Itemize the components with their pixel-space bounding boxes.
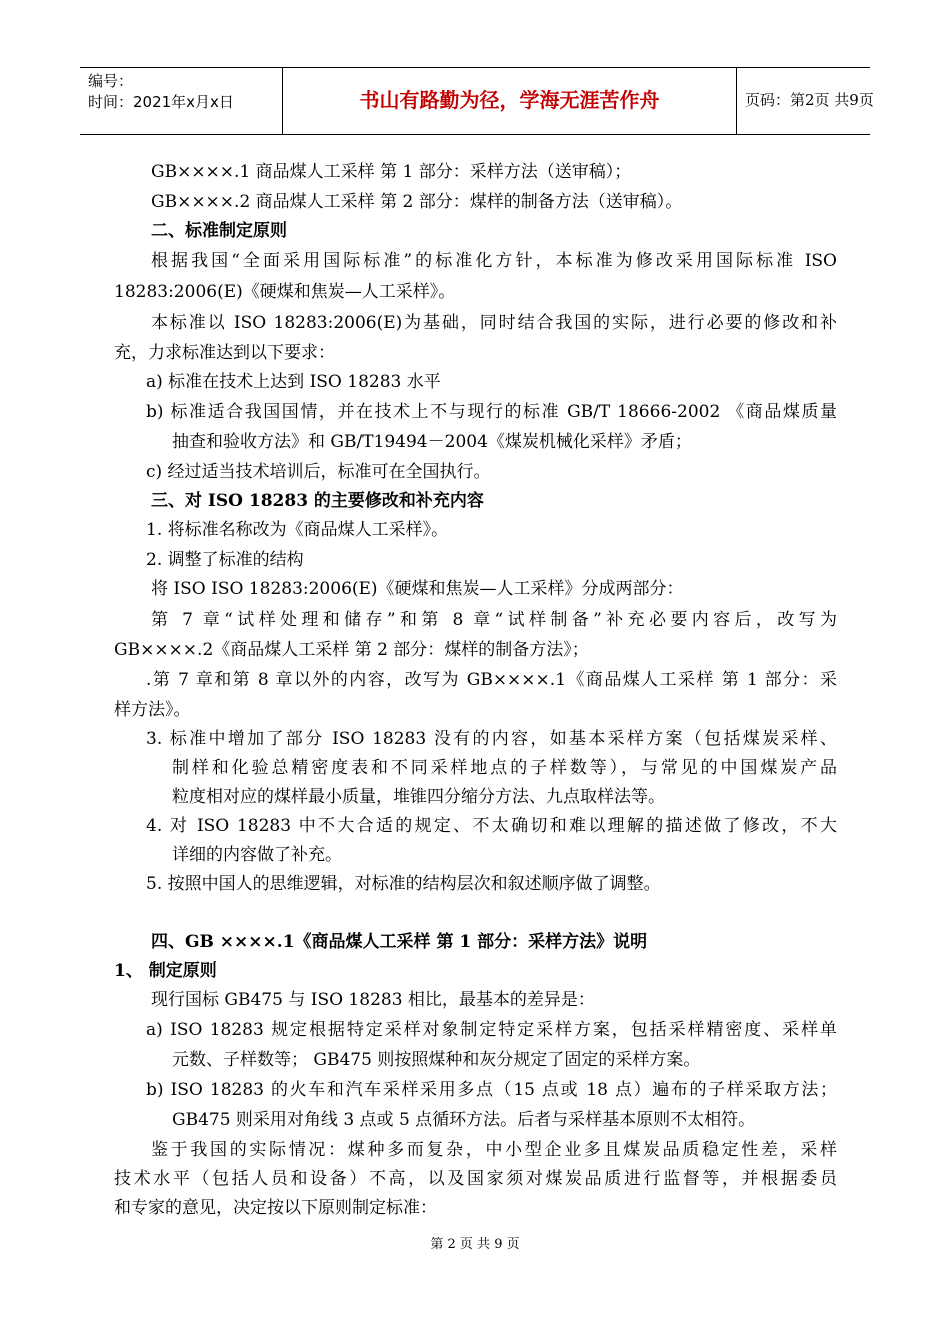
list-item-continuation: GB475 则采用对角线 3 点或 5 点循环方法。后者与采样基本原则不太相符。 <box>172 1110 756 1130</box>
list-item-continuation: 详细的内容做了补充。 <box>172 845 342 865</box>
paragraph-line: 充，力求标准达到以下要求： <box>114 343 335 363</box>
paragraph-line: .第 7 章和第 8 章以外的内容，改写为 GB××××.1《商品煤人工采样 第 1 部分：采 <box>146 670 837 690</box>
list-item: 1. 将标准名称改为《商品煤人工采样》。 <box>146 520 449 540</box>
section-heading: 三、对 ISO 18283 的主要修改和补充内容 <box>151 491 484 511</box>
list-item-continuation: 元数、子样数等； GB475 则按照煤种和灰分规定了固定的采样方案。 <box>172 1050 701 1070</box>
section-heading: 二、标准制定原则 <box>151 221 287 241</box>
paragraph-line: 将 ISO ISO 18283:2006(E)《硬煤和焦炭—人工采样》分成两部分： <box>151 579 684 599</box>
header-page-number: 页码：第2页 共9页 <box>745 91 874 109</box>
list-item: 4. 对 ISO 18283 中不大合适的规定、不太确切和难以理解的描述做了修改，不大 <box>146 816 837 836</box>
paragraph-line: GB××××.2 商品煤人工采样 第 2 部分：煤样的制备方法（送审稿）。 <box>151 192 683 212</box>
subsection-heading: 1、 制定原则 <box>114 961 217 981</box>
paragraph-line: 样方法》。 <box>114 700 191 720</box>
paragraph-line: GB××××.2《商品煤人工采样 第 2 部分：煤样的制备方法》； <box>114 640 589 660</box>
header-meta <box>80 68 283 134</box>
paragraph-line: 根据我国“全面采用国际标准”的标准化方针，本标准为修改采用国际标准 ISO <box>151 251 837 271</box>
paragraph-line: 第 7 章“试样处理和储存”和第 8 章“试样制备”补充必要内容后，改写为 <box>151 610 837 630</box>
list-item: c) 经过适当技术培训后，标准可在全国执行。 <box>146 462 491 482</box>
list-item: 2. 调整了标准的结构 <box>146 550 304 570</box>
list-item-continuation: 抽查和验收方法》和 GB/T19494－2004《煤炭机械化采样》矛盾； <box>172 432 692 452</box>
header-motto: 书山有路勤为径，学海无涯苦作舟 <box>283 68 737 134</box>
list-item: a) 标准在技术上达到 ISO 18283 水平 <box>146 372 441 392</box>
document-date: 时间：2021年x月x日 <box>88 93 234 111</box>
paragraph-line: 和专家的意见，决定按以下原则制定标准： <box>114 1198 437 1218</box>
paragraph-line: 现行国标 GB475 与 ISO 18283 相比，最基本的差异是： <box>151 990 595 1010</box>
list-item: b) ISO 18283 的火车和汽车采样采用多点（15 点或 18 点）遍布的子样采取方法； <box>146 1080 837 1100</box>
list-item: 5. 按照中国人的思维逻辑，对标准的结构层次和叙述顺序做了调整。 <box>146 874 661 894</box>
list-item: 3. 标准中增加了部分 ISO 18283 没有的内容，如基本采样方案（包括煤炭采样、 <box>146 729 837 749</box>
section-heading: 四、GB ××××.1《商品煤人工采样 第 1 部分：采样方法》说明 <box>151 932 648 952</box>
list-item-continuation: 粒度相对应的煤样最小质量，堆锥四分缩分方法、九点取样法等。 <box>172 787 665 807</box>
paragraph-line: GB××××.1 商品煤人工采样 第 1 部分：采样方法（送审稿）； <box>151 162 632 182</box>
paragraph-line: 18283:2006(E)《硬煤和焦炭—人工采样》。 <box>114 282 456 302</box>
paragraph-line: 鉴于我国的实际情况：煤种多而复杂，中小型企业多且煤炭品质稳定性差，采样 <box>151 1140 837 1160</box>
list-item: a) ISO 18283 规定根据特定采样对象制定特定采样方案，包括采样精密度、采样单 <box>146 1020 837 1040</box>
page-header <box>80 67 874 135</box>
paragraph-line: 技术水平（包括人员和设备）不高，以及国家须对煤炭品质进行监督等，并根据委员 <box>114 1169 837 1189</box>
page-footer: 第 2 页 共 9 页 <box>430 1237 520 1252</box>
document-number-label: 编号： <box>88 72 134 90</box>
paragraph-line: 本标准以 ISO 18283:2006(E)为基础，同时结合我国的实际，进行必要的修改和补 <box>151 313 837 333</box>
list-item-continuation: 制样和化验总精密度表和不同采样地点的子样数等），与常见的中国煤炭产品 <box>172 758 837 778</box>
list-item: b) 标准适合我国国情，并在技术上不与现行的标准 GB/T 18666-2002 《商品煤质量 <box>146 402 837 422</box>
